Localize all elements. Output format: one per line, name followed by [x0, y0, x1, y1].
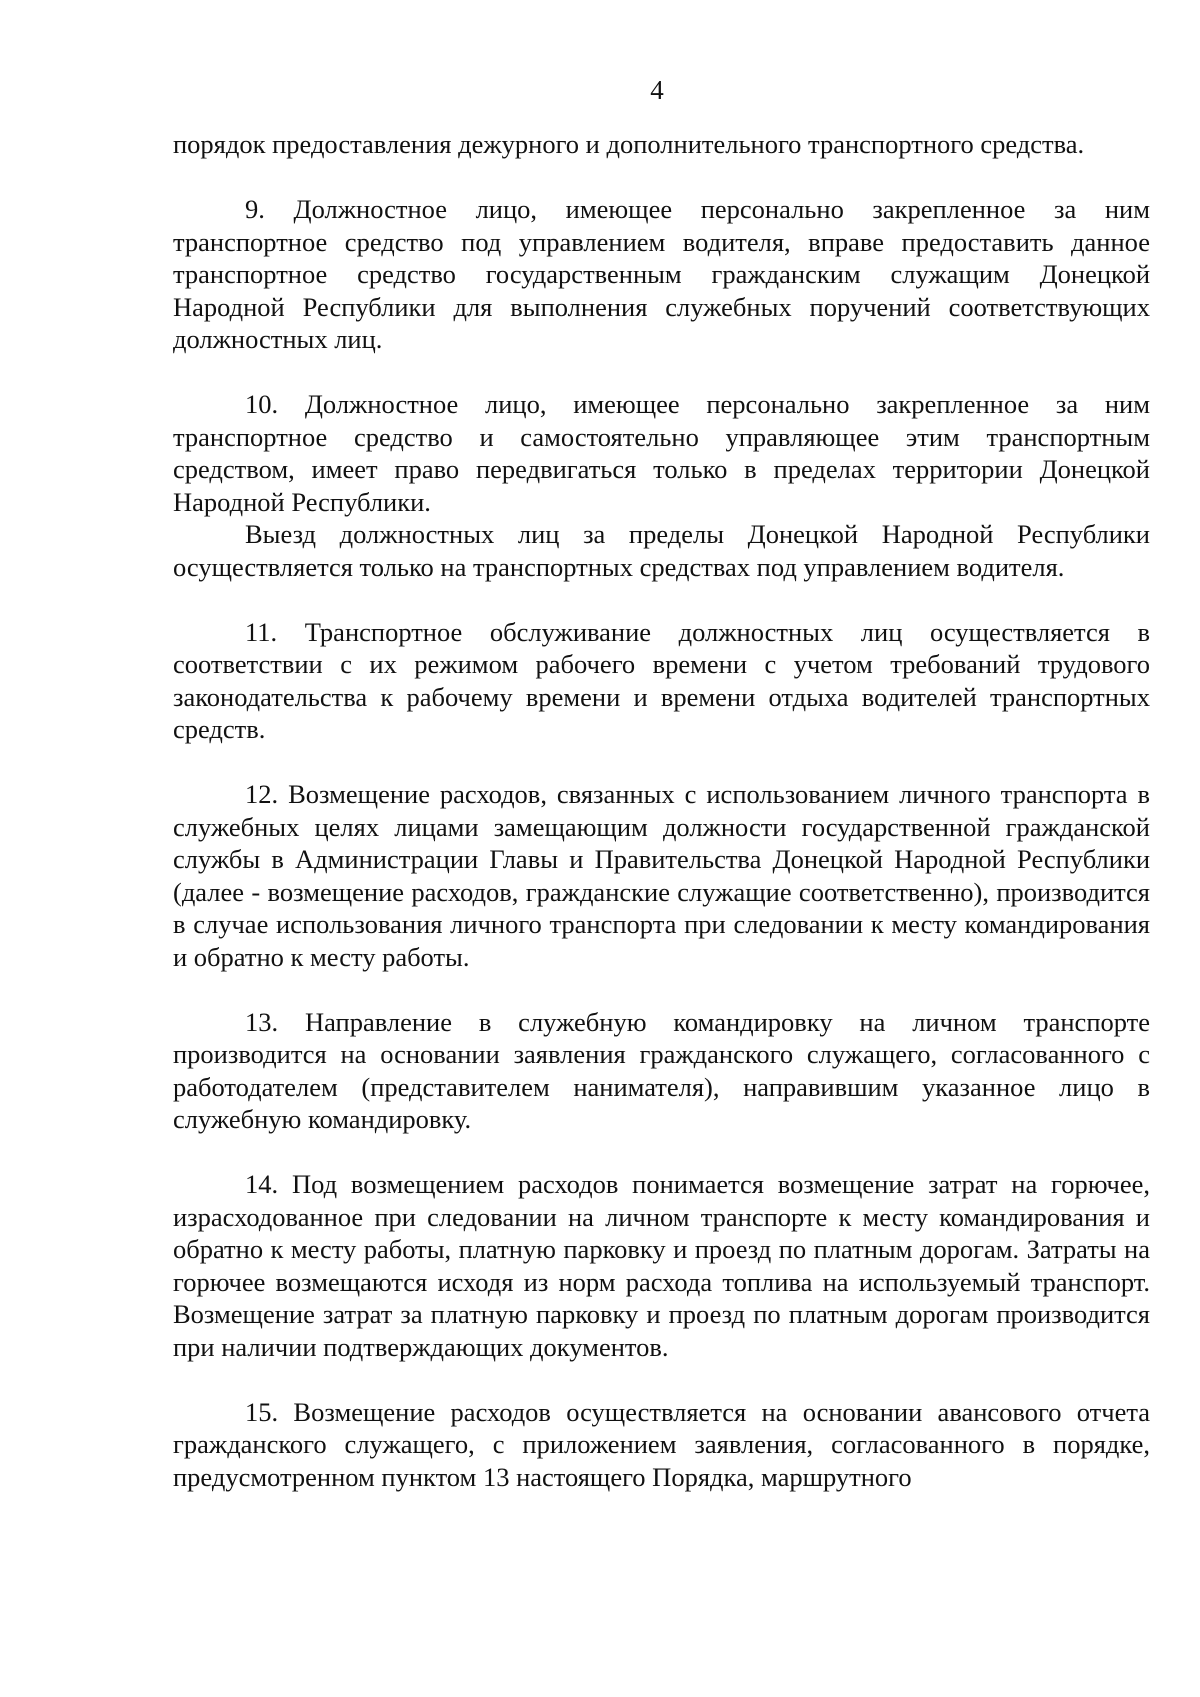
- paragraph-10-part-2: [173, 518, 1150, 583]
- paragraph-13: [173, 1006, 1150, 1136]
- paragraph-text: Возмещение расходов, связанных с использованием личного транспорта в служебных целях лицами замещающим должности государственной гражданской службы в Администрации Главы и Правительства Донецкой Народной Республики (далее - возмещение расходов, гражданские служащие соответственно), производится в случае использования личного транспорта при следовании к месту командирования и обратно к месту работы.: [173, 779, 1151, 972]
- paragraph-10: [173, 388, 1150, 518]
- paragraph-text: Возмещение расходов осуществляется на основании авансового отчета гражданского служащего, с приложением заявления, согласованного в порядке, предусмотренном пунктом 13 настоящего Порядка, маршрутного: [173, 1396, 1151, 1492]
- paragraph-number: 9.: [245, 194, 265, 224]
- page-number: 4: [650, 75, 664, 105]
- paragraph-continuation: [173, 128, 1150, 161]
- paragraph-text: Направление в служебную командировку на личном транспорте производится на основании заявления гражданского служащего, согласованного с работодателем (представителем нанимателя), направившим указанное лицо в служебную командировку.: [173, 1006, 1150, 1134]
- paragraph-number: 15.: [245, 1396, 279, 1427]
- paragraph-15: [173, 1396, 1150, 1494]
- paragraph-number: 14.: [245, 1169, 279, 1199]
- paragraph-text: Должностное лицо, имеющее персонально закрепленное за ним транспортное средство и самостоятельно управляющее этим транспортным средством, имеет право передвигаться только в пределах территории Донецкой Народной Республики.: [173, 389, 1150, 517]
- paragraph-12: [173, 778, 1150, 973]
- document-body: [173, 128, 1150, 1493]
- paragraph-text: Должностное лицо, имеющее персонально закрепленное за ним транспортное средство под управлением водителя, вправе предоставить данное транспортное средство государственным гражданским служащим Донецкой Народной Республики для выполнения служебных поручений соответствующих должностных лиц.: [173, 194, 1151, 354]
- paragraph-text: Под возмещением расходов понимается возмещение затрат на горючее, израсходованное при следовании на личном транспорте к месту командирования и обратно к месту работы, платную парковку и проезд по платным дорогам. Затраты на горючее возмещаются исходя из норм расхода топлива на используемый транспорт. Возмещение затрат за платную парковку и проезд по платным дорогам производится при наличии подтверждающих документов.: [173, 1169, 1151, 1362]
- paragraph-text: порядок предоставления дежурного и дополнительного транспортного средства.: [173, 129, 1085, 159]
- paragraph-14: [173, 1168, 1150, 1363]
- paragraph-text: Выезд должностных лиц за пределы Донецкой Народной Республики осуществляется только на транспортных средствах под управлением водителя.: [173, 519, 1150, 582]
- paragraph-text: Транспортное обслуживание должностных лиц осуществляется в соответствии с их режимом рабочего времени с учетом требований трудового законодательства к рабочему времени и времени отдыха водителей транспортных средств.: [173, 616, 1151, 744]
- paragraph-number: 12.: [245, 779, 279, 809]
- paragraph-number: 13.: [245, 1006, 279, 1037]
- paragraph-number: 10.: [245, 389, 279, 419]
- paragraph-11: [173, 616, 1150, 746]
- paragraph-number: 11.: [245, 616, 278, 647]
- paragraph-9: [173, 193, 1150, 356]
